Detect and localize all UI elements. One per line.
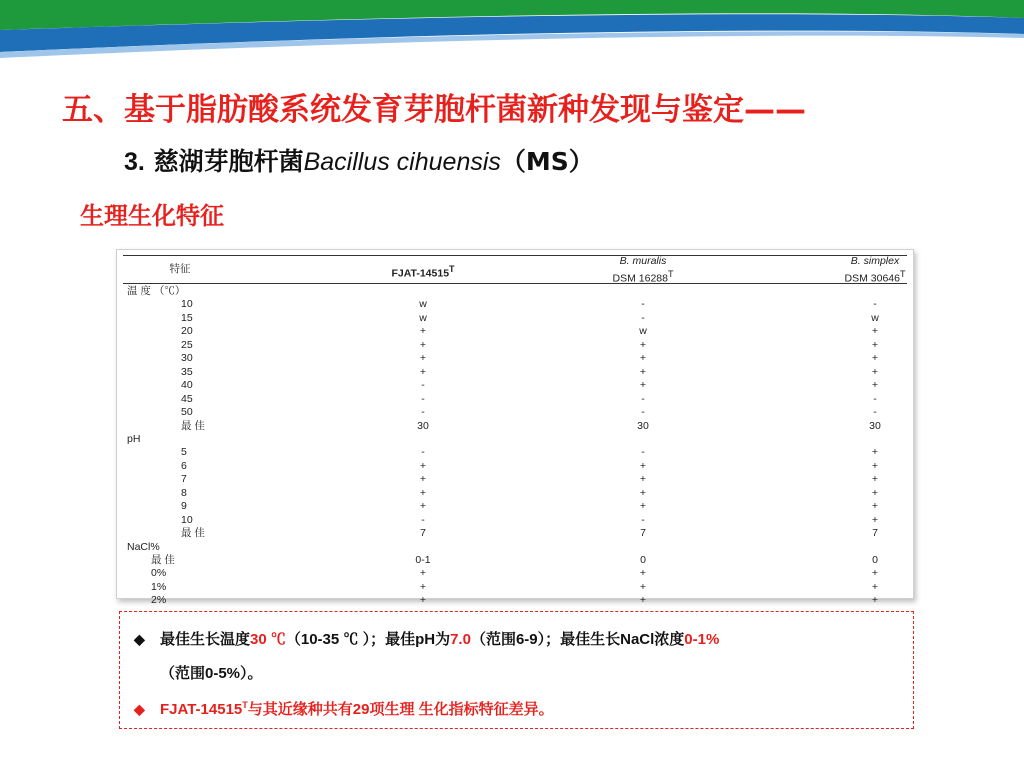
column-header-label: DSM 30646 [844, 272, 900, 285]
table-row-label: pH [127, 432, 141, 445]
table-row-label: 20 [181, 325, 193, 338]
table-cell: + [871, 594, 879, 607]
note-text: （10-35 ℃ ）；最佳pH为 [285, 631, 451, 648]
table-cell: w [419, 298, 427, 311]
table-cell: + [419, 352, 427, 365]
table-cell: + [871, 365, 879, 378]
section-title: 生理生化特征 [80, 202, 224, 230]
table-cell: w [419, 311, 427, 324]
table-cell: + [639, 338, 647, 351]
table-row-label: 5 [181, 446, 187, 459]
table-cell: + [419, 459, 427, 472]
table-cell: + [639, 580, 647, 593]
note-nacl-value: 0-1% [684, 631, 720, 648]
table-cell: 30 [637, 419, 649, 432]
table-row-label: NaCl% [127, 540, 160, 553]
table-row-label: 45 [181, 392, 193, 405]
note-strain-sup: T [242, 700, 248, 710]
table-cell: + [871, 473, 879, 486]
column-header-label: FJAT-14515 [391, 267, 450, 280]
table-row-label: 15 [181, 311, 193, 324]
table-cell: + [639, 352, 647, 365]
table-cell: 7 [420, 527, 426, 540]
table-cell: + [871, 446, 879, 459]
table-row-label: 7 [181, 473, 187, 486]
table-cell: - [421, 379, 425, 392]
table-cell: - [873, 298, 877, 311]
table-cell: - [421, 392, 425, 405]
table-cell: + [639, 594, 647, 607]
table-cell: + [871, 325, 879, 338]
table-row-label: 最 佳 [151, 554, 175, 566]
diamond-bullet-icon: ◆ [134, 701, 145, 717]
table-cell: + [871, 500, 879, 513]
table-cell: - [421, 513, 425, 526]
table-cell: + [871, 459, 879, 472]
table-cell: 0 [640, 554, 646, 566]
note-text: 最佳生长温度 [160, 631, 251, 648]
species-chinese-name: 慈湖芽胞杆菌 [153, 147, 304, 176]
table-cell: - [873, 406, 877, 419]
table-cell: 30 [869, 419, 881, 432]
table-row-label: 35 [181, 365, 193, 378]
table-cell: + [871, 379, 879, 392]
table-cell: - [641, 446, 645, 459]
table-cell: - [641, 311, 645, 324]
column-header-sup: T [899, 269, 906, 279]
table-row-label: 30 [181, 352, 193, 365]
table-cell: + [419, 580, 427, 593]
table-cell: 7 [640, 527, 646, 540]
table-cell: w [639, 325, 647, 338]
table-cell: 30 [417, 419, 429, 432]
table-cell: - [641, 298, 645, 311]
table-cell: + [419, 325, 427, 338]
table-row-label: 50 [181, 406, 193, 419]
column-header: 特征 [169, 263, 191, 275]
table-row-label: 温 度 （℃） [127, 285, 186, 297]
notes-box [119, 611, 914, 729]
column-header [391, 263, 454, 281]
physiology-table [123, 255, 907, 607]
table-row-label: 0% [151, 567, 167, 580]
table-cell: + [419, 365, 427, 378]
table-cell: + [419, 338, 427, 351]
note-text: （范围6-9）；最佳生长NaCl浓度 [470, 631, 685, 648]
table-header-rule [123, 283, 907, 284]
column-header-species: B. muralis [619, 255, 667, 267]
note-line-2 [134, 698, 554, 719]
table-cell: + [871, 352, 879, 365]
table-cell: 7 [872, 527, 878, 540]
note-ph-value: 7.0 [450, 631, 471, 648]
note-temp-value: 30 ℃ [250, 631, 286, 648]
table-cell: + [419, 486, 427, 499]
species-latin-name: Bacillus cihuensis [303, 148, 501, 176]
table-cell: + [419, 500, 427, 513]
slide-title: 五、基于脂肪酸系统发育芽胞杆菌新种发现与鉴定—— [62, 92, 806, 128]
table-row-label: 2% [151, 594, 167, 607]
table-row-label: 9 [181, 500, 187, 513]
note-text: 与其近缘种共有29项生理 生化指标特征差异。 [247, 701, 554, 718]
physiology-table-image [116, 249, 914, 607]
table-cell: + [639, 379, 647, 392]
column-header-sup: T [667, 269, 674, 279]
table-cell: 0-1 [415, 554, 431, 566]
table-cell: + [639, 473, 647, 486]
table-cell: - [421, 446, 425, 459]
table-cell: - [641, 513, 645, 526]
diamond-bullet-icon: ◆ [134, 631, 145, 647]
table-top-rule [123, 255, 907, 256]
table-row-label: 40 [181, 379, 193, 392]
table-cell: + [639, 567, 647, 580]
table-cell: - [873, 392, 877, 405]
table-cell: - [641, 392, 645, 405]
table-cell: + [871, 486, 879, 499]
table-cell: + [639, 365, 647, 378]
table-row-label: 最 佳 [181, 527, 205, 540]
note-line-1 [134, 628, 719, 649]
column-header-label: DSM 16288 [612, 272, 668, 285]
table-row-label: 6 [181, 459, 187, 472]
table-cell: + [871, 567, 879, 580]
table-cell: + [639, 459, 647, 472]
table-cell: + [639, 486, 647, 499]
table-cell: 0 [872, 554, 878, 566]
note-line-1b: （范围0-5%）。 [160, 665, 263, 682]
table-cell: - [641, 406, 645, 419]
species-abbreviation: （MS） [500, 147, 594, 176]
table-row-label: 10 [181, 298, 193, 311]
subtitle-number: 3. [124, 148, 145, 176]
table-cell: - [421, 406, 425, 419]
table-cell: + [871, 580, 879, 593]
note-strain: FJAT-14515 [160, 701, 243, 718]
table-row-label: 最 佳 [181, 419, 205, 432]
table-cell: + [639, 500, 647, 513]
column-header-species: B. simplex [850, 255, 900, 267]
table-cell: + [871, 338, 879, 351]
table-cell: + [419, 473, 427, 486]
table-row-label: 10 [181, 513, 193, 526]
column-header-sup: T [449, 264, 455, 274]
table-row-label: 1% [151, 580, 167, 593]
table-cell: + [419, 594, 427, 607]
table-row-label: 25 [181, 338, 193, 351]
species-subtitle [124, 142, 594, 178]
table-cell: + [871, 513, 879, 526]
table-row-label: 8 [181, 486, 187, 499]
top-banner [0, 0, 1024, 80]
table-cell: w [871, 311, 879, 324]
table-cell: + [419, 567, 427, 580]
